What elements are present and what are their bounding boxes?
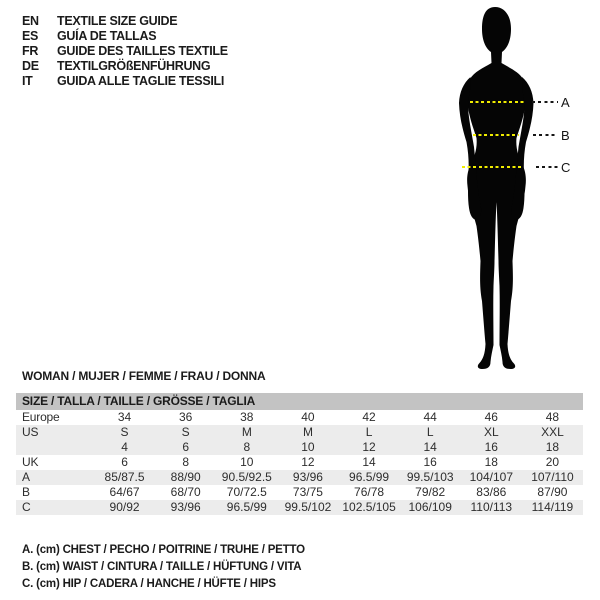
language-row — [22, 73, 228, 88]
size-cell: 6 — [121, 455, 128, 469]
legend-line-hip: C. (cm) HIP / CADERA / HANCHE / HÜFTE / HIPS — [22, 578, 276, 590]
size-cell: 99.5/103 — [406, 470, 454, 484]
size-cell: 90.5/92.5 — [221, 470, 272, 484]
size-cell: 16 — [484, 440, 498, 454]
language-row — [22, 43, 228, 58]
size-cell: 40 — [301, 410, 315, 424]
size-cell: 12 — [301, 455, 315, 469]
size-cell: 20 — [545, 455, 560, 469]
row-label: B — [22, 485, 30, 499]
size-cell: 36 — [179, 410, 193, 424]
language-code: EN — [22, 13, 39, 28]
size-cell: 104/107 — [469, 470, 513, 484]
size-cell: 6 — [182, 440, 190, 454]
marker-label-a: A — [561, 95, 570, 110]
size-cell: 46 — [484, 410, 498, 424]
size-cell: M — [302, 425, 313, 439]
language-row — [22, 58, 228, 73]
size-cell: XL — [483, 425, 499, 439]
language-code: DE — [22, 58, 39, 73]
language-label: TEXTILGRÖßENFÜHRUNG — [57, 58, 211, 73]
table-row-waist — [16, 485, 583, 500]
size-table — [16, 393, 583, 515]
language-row — [22, 13, 228, 28]
size-cell: 76/78 — [354, 485, 385, 499]
table-row-chest — [16, 470, 583, 485]
size-cell: 44 — [423, 410, 437, 424]
row-label: Europe — [22, 410, 60, 424]
waist-measure-line — [473, 134, 519, 136]
size-cell: 68/70 — [170, 485, 201, 499]
gender-heading: WOMAN / MUJER / FEMME / FRAU / DONNA — [22, 369, 266, 383]
size-cell: 79/82 — [415, 485, 446, 499]
size-cell: 70/72.5 — [226, 485, 267, 499]
size-cell: 106/109 — [408, 500, 452, 514]
row-label: A — [22, 470, 30, 484]
size-cell: 14 — [423, 440, 437, 454]
size-cell: 16 — [423, 455, 437, 469]
language-list — [22, 13, 228, 88]
size-cell: L — [426, 425, 434, 439]
size-cell: L — [365, 425, 373, 439]
table-row-europe — [16, 410, 583, 425]
table-row-us — [16, 425, 583, 440]
size-cell: 93/96 — [292, 470, 323, 484]
size-cell: 93/96 — [170, 500, 201, 514]
size-cell: 64/67 — [109, 485, 140, 499]
size-cell: 96.5/99 — [349, 470, 390, 484]
woman-silhouette-icon — [452, 5, 544, 372]
waist-leader-line — [533, 134, 558, 136]
table-row-uk — [16, 455, 583, 470]
chest-measure-line — [470, 101, 526, 103]
table-row-us-numeric — [16, 440, 583, 455]
legend-line-waist: B. (cm) WAIST / CINTURA / TAILLE / HÜFTUNG / VITA — [22, 561, 302, 573]
size-cell: 8 — [243, 440, 251, 454]
language-row — [22, 28, 228, 43]
language-code: ES — [22, 28, 39, 43]
size-cell: M — [241, 425, 252, 439]
size-cell: 96.5/99 — [226, 500, 267, 514]
size-cell: 83/86 — [476, 485, 507, 499]
size-cell: 48 — [545, 410, 560, 424]
language-label: TEXTILE SIZE GUIDE — [57, 13, 178, 28]
size-cell: 10 — [240, 455, 254, 469]
row-label — [16, 440, 94, 455]
size-cell: 38 — [240, 410, 254, 424]
size-cell: 114/119 — [531, 500, 574, 514]
row-label: UK — [22, 455, 39, 469]
size-cell: 18 — [545, 440, 560, 454]
size-cell: 88/90 — [170, 470, 201, 484]
size-cell: 110/113 — [470, 500, 513, 514]
size-cell: 18 — [484, 455, 498, 469]
size-cell: 14 — [362, 455, 376, 469]
size-table-header: SIZE / TALLA / TAILLE / GRÖSSE / TAGLIA — [16, 393, 583, 410]
size-cell: 87/90 — [537, 485, 568, 499]
language-code: FR — [22, 43, 39, 58]
table-row-hip — [16, 500, 583, 515]
hip-leader-line — [536, 166, 558, 168]
row-label: C — [22, 500, 31, 514]
size-cell: 99.5/102 — [284, 500, 332, 514]
row-label: US — [22, 425, 39, 439]
size-cell: 10 — [301, 440, 315, 454]
language-label: GUÍA DE TALLAS — [57, 28, 157, 43]
size-cell: 42 — [362, 410, 376, 424]
chest-leader-line — [532, 101, 558, 103]
marker-label-b: B — [561, 128, 570, 143]
size-cell: XXL — [541, 425, 564, 439]
language-label: GUIDA ALLE TAGLIE TESSILI — [57, 73, 225, 88]
size-cell: 85/87.5 — [104, 470, 145, 484]
marker-label-c: C — [561, 160, 571, 175]
measurement-figure — [440, 0, 600, 380]
size-cell: 12 — [362, 440, 376, 454]
size-cell: 90/92 — [109, 500, 140, 514]
language-code: IT — [22, 73, 33, 88]
legend-line-chest: A. (cm) CHEST / PECHO / POITRINE / TRUHE / PETTO — [22, 544, 305, 556]
size-cell: 4 — [121, 440, 128, 454]
size-cell: 8 — [182, 455, 190, 469]
size-cell: 34 — [117, 410, 132, 424]
hip-measure-line — [462, 166, 523, 168]
language-label: GUIDE DES TAILLES TEXTILE — [57, 43, 228, 58]
size-cell: 73/75 — [292, 485, 323, 499]
size-cell: 107/110 — [531, 470, 574, 484]
measurement-legend — [22, 542, 305, 593]
size-cell: 102.5/105 — [342, 500, 396, 514]
size-cell: S — [120, 425, 129, 439]
size-cell: S — [181, 425, 190, 439]
